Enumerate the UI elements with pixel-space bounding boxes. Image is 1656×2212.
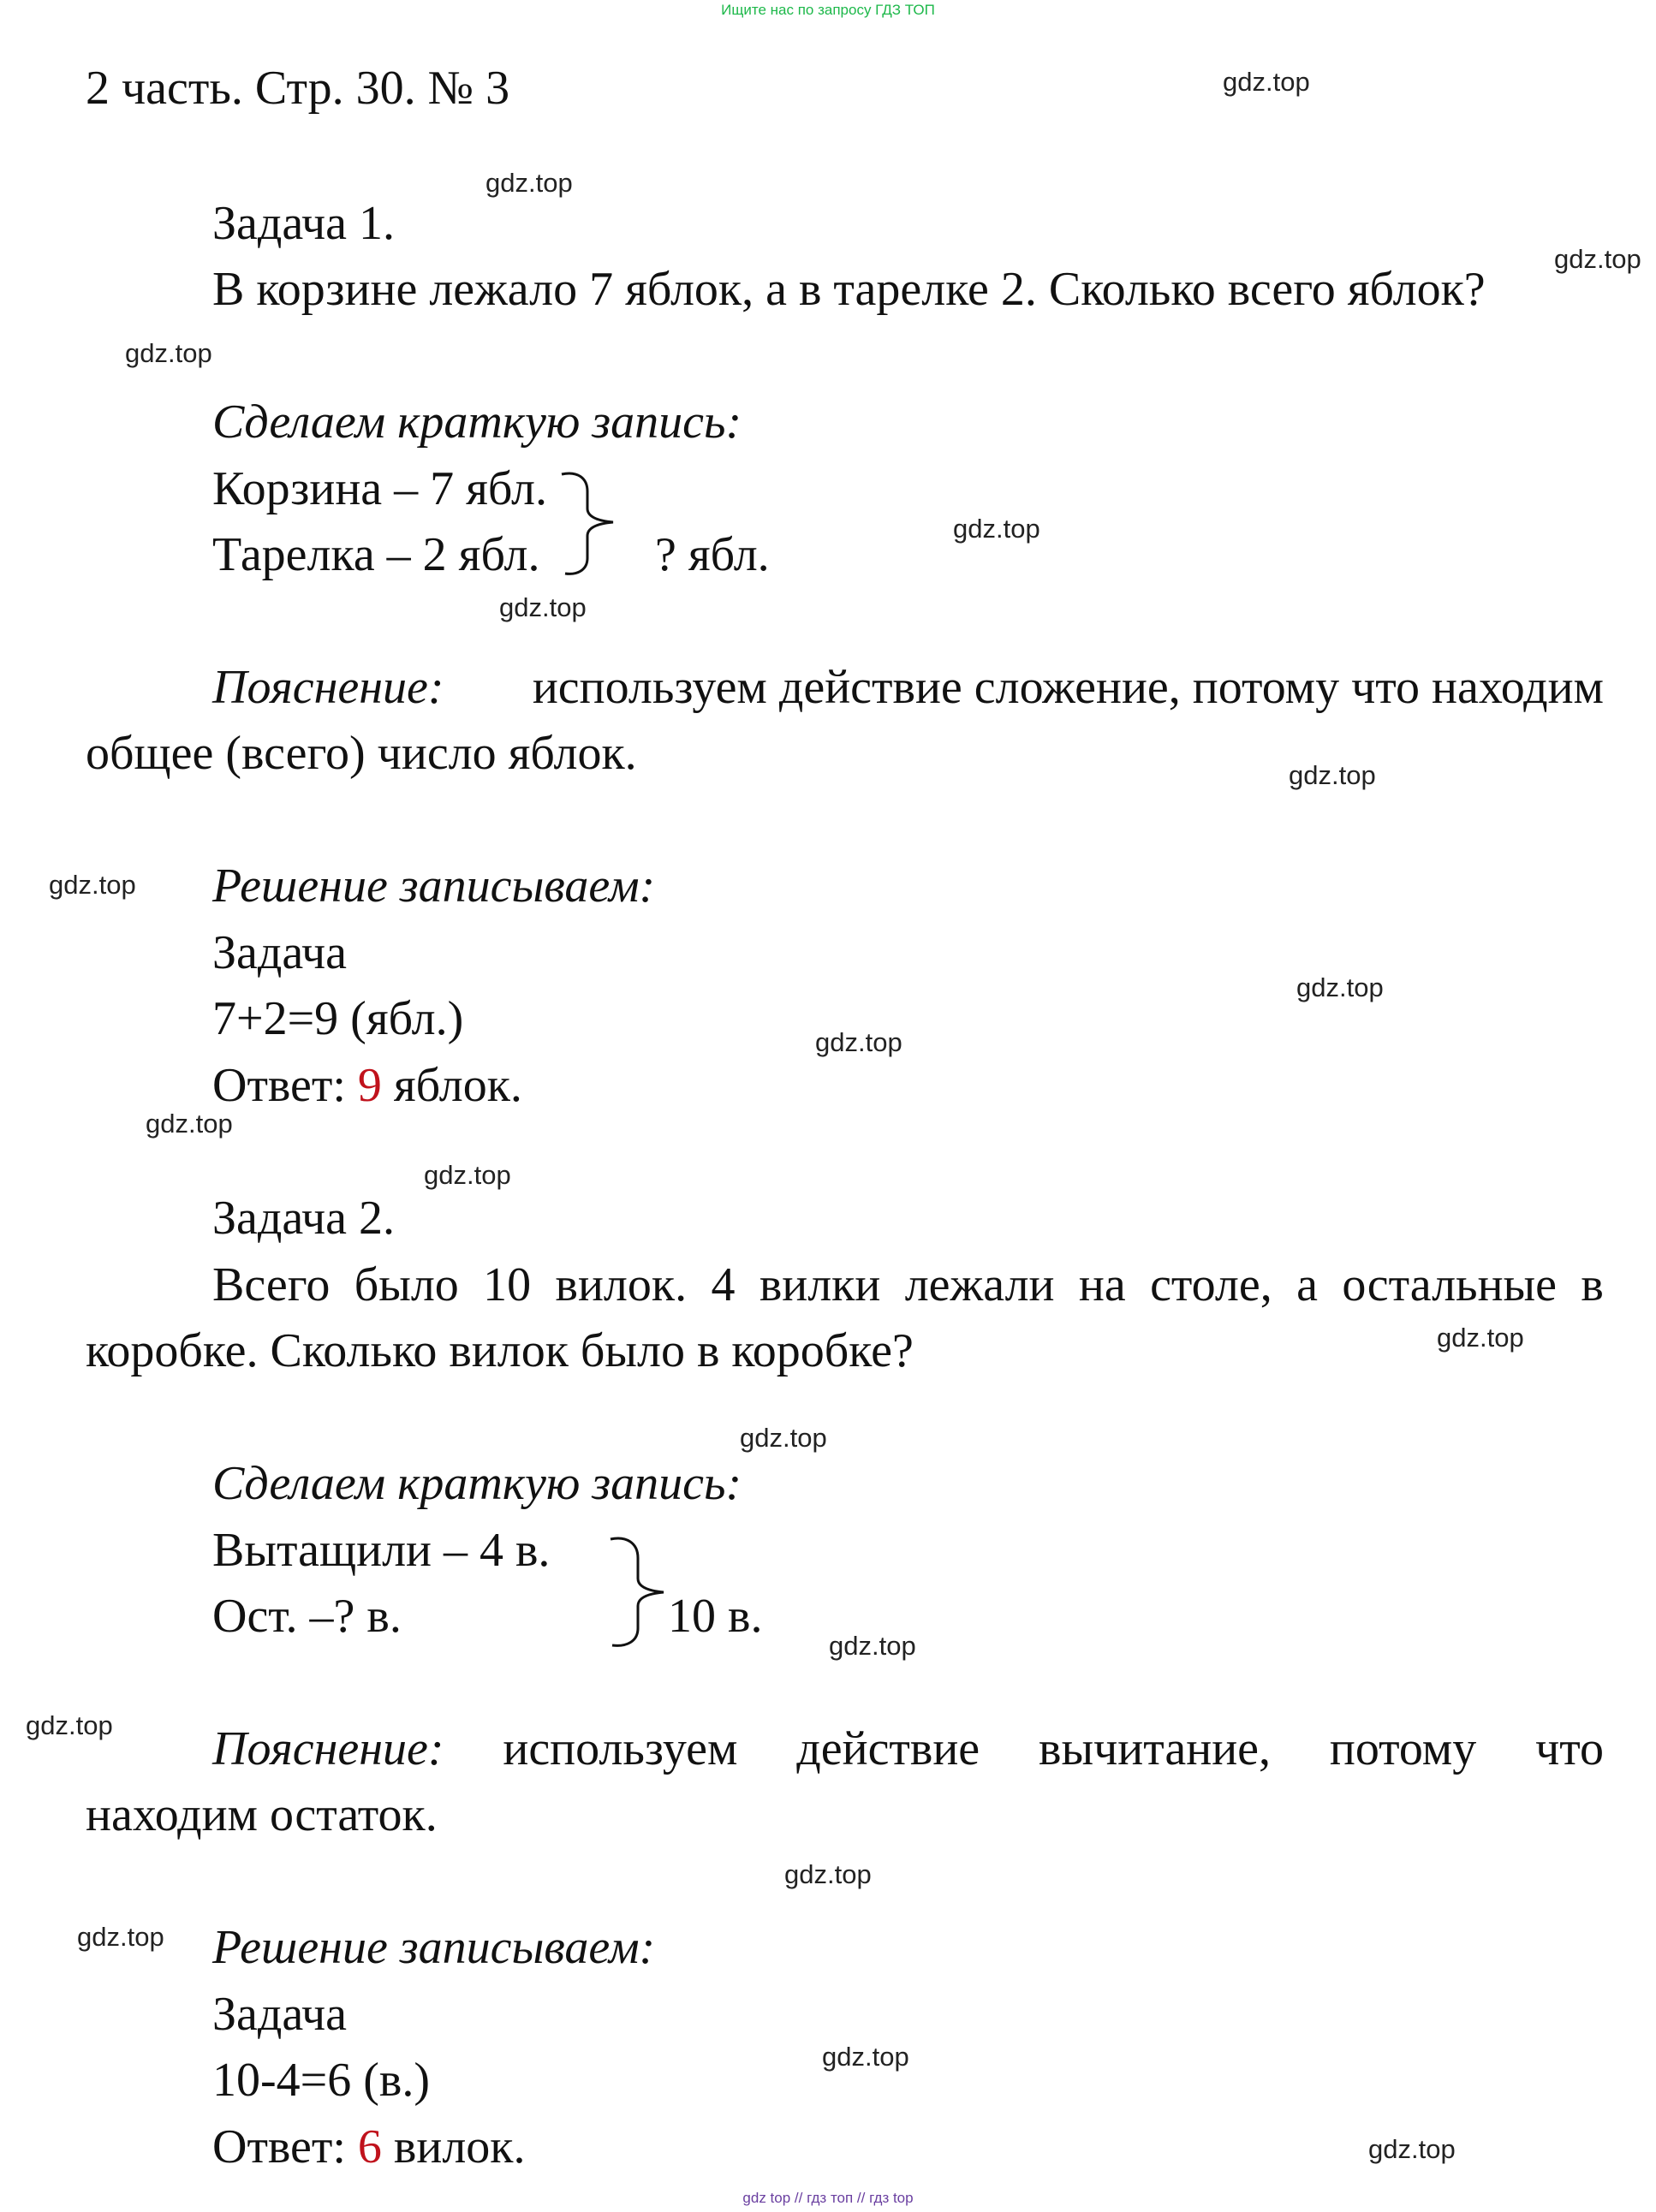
watermark: gdz.top (829, 1631, 916, 1661)
watermark: gdz.top (77, 1922, 164, 1952)
task1-title: Задача 1. (212, 197, 396, 250)
task1-total: ? ябл. (655, 528, 770, 581)
task2-total: 10 в. (668, 1590, 763, 1643)
task2-solution-word: Задача (212, 1988, 348, 2041)
task2-row-taken: Вытащили – 4 в. (212, 1524, 551, 1577)
task1-expl-text-1: используем действие сложение, потому что находим (532, 661, 1604, 714)
watermark: gdz.top (822, 2042, 909, 2072)
task1-answer-prefix: Ответ: (212, 1059, 358, 1112)
watermark: gdz.top (146, 1109, 233, 1139)
task1-answer-suffix: яблок. (381, 1059, 522, 1112)
task1-brace (557, 462, 625, 582)
task2-explanation-line1 (212, 1722, 1604, 1775)
task1-solution-label: Решение записываем: (212, 859, 656, 913)
task1-row-basket: Корзина – 7 ябл. (212, 462, 547, 515)
task2-text-line1 (212, 1258, 1604, 1311)
task1-solution-word: Задача (212, 926, 348, 979)
task2-title: Задача 2. (212, 1192, 396, 1245)
task2-word: столе, (1150, 1258, 1272, 1311)
watermark: gdz.top (49, 870, 136, 900)
task2-word: на (1078, 1258, 1126, 1311)
task2-expl-word: что (1535, 1722, 1604, 1775)
task2-note-label: Сделаем краткую запись: (212, 1457, 742, 1510)
task2-solution-label: Решение записываем: (212, 1921, 656, 1974)
task2-expl-word: действие (796, 1722, 980, 1775)
task2-word: 10 (483, 1258, 532, 1311)
task2-brace (604, 1532, 672, 1652)
task2-equation: 10-4=6 (в.) (212, 2054, 430, 2107)
task1-equation: 7+2=9 (ябл.) (212, 992, 464, 1045)
page-heading: 2 часть. Стр. 30. № 3 (86, 62, 510, 115)
footer: gdz top // гдз топ // гдз top (742, 2190, 914, 2206)
task2-answer-prefix: Ответ: (212, 2120, 358, 2173)
watermark: gdz.top (26, 1710, 113, 1740)
task2-word: было (354, 1258, 459, 1311)
task2-word: 4 (711, 1258, 736, 1311)
watermark: gdz.top (485, 168, 573, 198)
watermark: gdz.top (424, 1160, 511, 1190)
task2-word: вилки (759, 1258, 881, 1311)
task1-expl-text-2: общее (всего) число яблок. (86, 727, 637, 780)
task2-word: вилок. (555, 1258, 688, 1311)
task2-expl-label: Пояснение: (212, 1722, 444, 1775)
watermark: gdz.top (499, 592, 587, 622)
watermark: gdz.top (740, 1423, 827, 1453)
task1-text: В корзине лежало 7 яблок, а в тарелке 2. Сколько всего яблок? (212, 263, 1486, 316)
task2-word: лежали (904, 1258, 1055, 1311)
watermark: gdz.top (125, 338, 212, 368)
task2-answer (212, 2120, 526, 2173)
watermark: gdz.top (1368, 2134, 1456, 2164)
task1-expl-label: Пояснение: (212, 661, 444, 714)
watermark: gdz.top (815, 1027, 902, 1057)
task1-answer (212, 1059, 522, 1112)
watermark: gdz.top (1437, 1323, 1524, 1353)
task2-expl-word: используем (503, 1722, 738, 1775)
task2-row-rest: Ост. –? в. (212, 1590, 402, 1643)
top-banner: Ищите нас по запросу ГДЗ ТОП (721, 2, 935, 18)
task2-expl-word: вычитание, (1039, 1722, 1272, 1775)
task1-explanation-line1 (212, 661, 444, 714)
task2-answer-suffix: вилок. (381, 2120, 526, 2173)
task2-text-line2: коробке. Сколько вилок было в коробке? (86, 1324, 914, 1377)
task2-word: Всего (212, 1258, 331, 1311)
task2-word: а (1296, 1258, 1318, 1311)
watermark: gdz.top (1223, 67, 1310, 97)
task2-word: в (1581, 1258, 1604, 1311)
task2-expl-word: потому (1329, 1722, 1477, 1775)
watermark: gdz.top (1296, 972, 1384, 1002)
task1-note-label: Сделаем краткую запись: (212, 395, 742, 449)
task2-word: остальные (1342, 1258, 1558, 1311)
task1-row-plate: Тарелка – 2 ябл. (212, 528, 540, 581)
task2-expl-line2: находим остаток. (86, 1788, 438, 1841)
task1-answer-value: 9 (357, 1059, 382, 1112)
watermark: gdz.top (1289, 760, 1376, 790)
task2-answer-value: 6 (357, 2120, 382, 2173)
watermark: gdz.top (953, 514, 1040, 544)
watermark: gdz.top (784, 1859, 872, 1889)
watermark: gdz.top (1554, 244, 1641, 274)
